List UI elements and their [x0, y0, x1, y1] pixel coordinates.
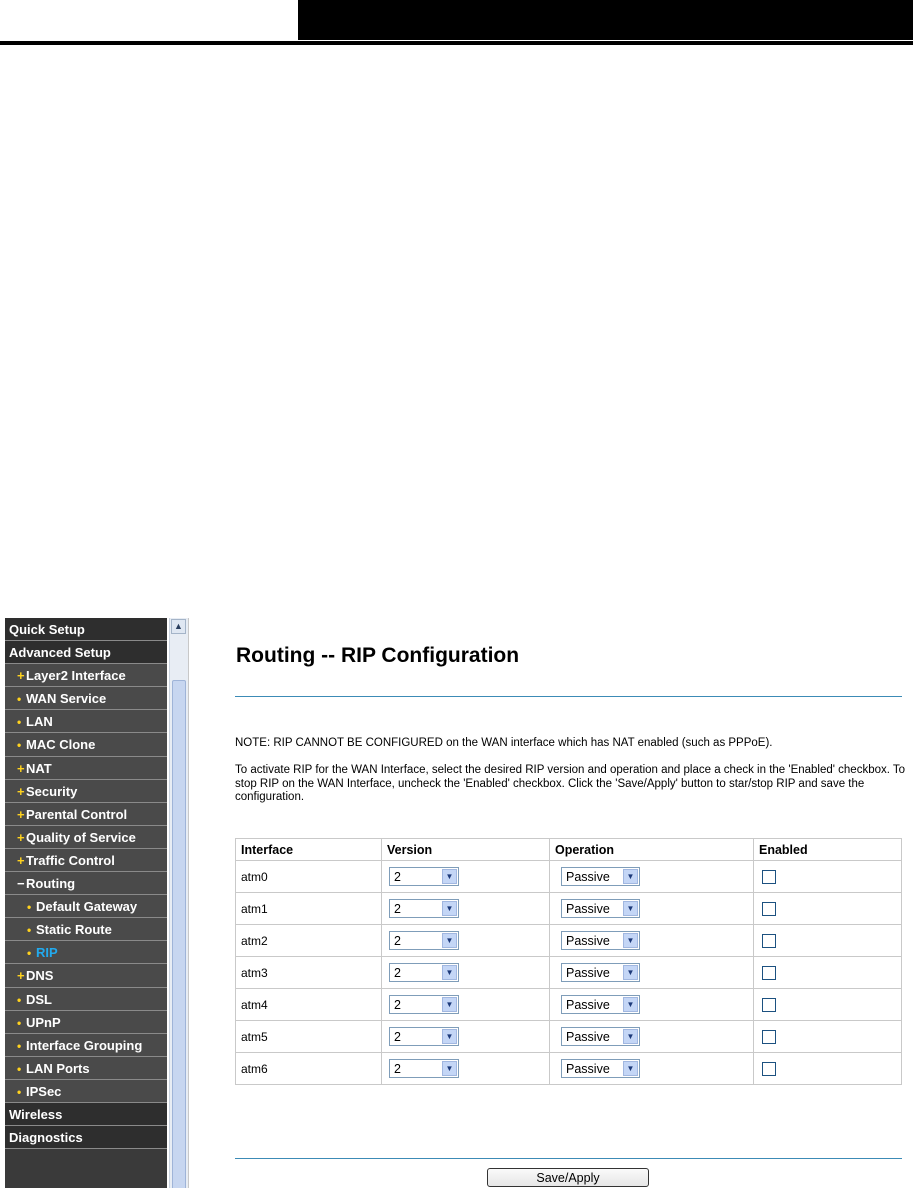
document-header-rule — [0, 41, 913, 45]
sidebar-item-nat[interactable] — [5, 757, 167, 780]
sidebar-item-label: UPnP — [26, 1014, 61, 1030]
instructions-text: To activate RIP for the WAN Interface, select the desired RIP version and operation and place a check in the 'Enabled' checkbox. To stop RIP on the WAN Interface, uncheck the 'Enabled' checkbox. Click the 'Save/Apply' button to star/stop RIP and save the configuration. — [235, 764, 906, 803]
operation-value: Passive — [566, 934, 610, 948]
bullet-icon: • — [17, 692, 22, 707]
enabled-cell — [754, 957, 902, 989]
chevron-down-icon[interactable]: ▼ — [623, 997, 638, 1012]
interface-cell: atm0 — [236, 861, 382, 893]
sidebar-item-interface-grouping[interactable] — [5, 1034, 167, 1057]
sidebar-item-label: Security — [26, 783, 78, 799]
interface-cell: atm3 — [236, 957, 382, 989]
operation-value: Passive — [566, 998, 610, 1012]
table-row — [236, 1021, 902, 1053]
version-value: 2 — [394, 966, 401, 980]
sidebar-item-upnp[interactable] — [5, 1011, 167, 1034]
bullet-icon: • — [27, 923, 32, 938]
enabled-cell — [754, 925, 902, 957]
sidebar-item-ipsec[interactable] — [5, 1080, 167, 1103]
operation-cell — [550, 957, 754, 989]
version-cell — [382, 957, 550, 989]
version-value: 2 — [394, 902, 401, 916]
sidebar-item-lan[interactable] — [5, 710, 167, 733]
table-header-row — [236, 839, 902, 861]
version-value: 2 — [394, 1030, 401, 1044]
bullet-icon: • — [17, 992, 22, 1007]
operation-value: Passive — [566, 1030, 610, 1044]
expand-icon: + — [17, 852, 25, 868]
version-cell — [382, 893, 550, 925]
column-header-operation: Operation — [550, 839, 754, 861]
bullet-icon: • — [17, 1015, 22, 1030]
sidebar-item-label: Layer2 Interface — [26, 668, 126, 684]
sidebar-item-label: NAT — [26, 760, 52, 776]
sidebar-item-quality-of-service[interactable] — [5, 826, 167, 849]
operation-select[interactable] — [561, 867, 640, 886]
sidebar-item-advanced-setup[interactable] — [5, 641, 167, 664]
divider — [235, 1158, 902, 1159]
version-select[interactable] — [389, 963, 459, 982]
sidebar-item-label: Wireless — [9, 1106, 63, 1122]
version-value: 2 — [394, 934, 401, 948]
enabled-checkbox[interactable] — [762, 1030, 776, 1044]
table-row — [236, 925, 902, 957]
table-row — [236, 893, 902, 925]
chevron-down-icon[interactable]: ▼ — [623, 1061, 638, 1076]
operation-cell — [550, 893, 754, 925]
chevron-down-icon[interactable]: ▼ — [442, 1061, 457, 1076]
bullet-icon: • — [17, 738, 22, 753]
enabled-cell — [754, 1053, 902, 1085]
expand-icon: + — [17, 760, 25, 776]
sidebar-item-label: Routing — [26, 876, 76, 892]
version-select[interactable] — [389, 931, 459, 950]
chevron-down-icon[interactable]: ▼ — [623, 901, 638, 916]
chevron-down-icon[interactable]: ▼ — [623, 965, 638, 980]
chevron-down-icon[interactable]: ▼ — [623, 1029, 638, 1044]
enabled-cell — [754, 893, 902, 925]
sidebar-item-traffic-control[interactable] — [5, 849, 167, 872]
operation-value: Passive — [566, 1062, 610, 1076]
chevron-down-icon[interactable]: ▼ — [623, 869, 638, 884]
enabled-checkbox[interactable] — [762, 902, 776, 916]
sidebar-item-label: MAC Clone — [26, 737, 96, 753]
sidebar-item-label: Advanced Setup — [9, 645, 111, 661]
operation-select[interactable] — [561, 995, 640, 1014]
enabled-checkbox[interactable] — [762, 934, 776, 948]
version-select[interactable] — [389, 1027, 459, 1046]
table-row — [236, 1053, 902, 1085]
bullet-icon: • — [17, 1084, 22, 1099]
version-cell — [382, 1053, 550, 1085]
enabled-checkbox[interactable] — [762, 998, 776, 1012]
enabled-checkbox[interactable] — [762, 966, 776, 980]
divider — [235, 696, 902, 697]
sidebar-item-mac-clone[interactable] — [5, 733, 167, 756]
expand-icon: + — [17, 968, 25, 984]
chevron-down-icon[interactable]: ▼ — [442, 965, 457, 980]
router-ui-screenshot — [3, 614, 913, 1188]
save-apply-button[interactable]: Save/Apply — [487, 1168, 649, 1187]
table-row — [236, 861, 902, 893]
sidebar-item-static-route[interactable] — [5, 918, 167, 941]
sidebar-item-rip[interactable] — [5, 941, 167, 964]
interface-cell: atm5 — [236, 1021, 382, 1053]
operation-select[interactable] — [561, 1059, 640, 1078]
chevron-up-icon[interactable]: ▲ — [171, 619, 186, 634]
sidebar-item-label: DSL — [26, 991, 52, 1007]
sidebar-item-label: Traffic Control — [26, 852, 115, 868]
interface-cell: atm4 — [236, 989, 382, 1021]
chevron-down-icon[interactable]: ▼ — [442, 1029, 457, 1044]
operation-select[interactable] — [561, 1027, 640, 1046]
note-text: NOTE: RIP CANNOT BE CONFIGURED on the WAN interface which has NAT enabled (such as PPPoE). — [235, 737, 773, 749]
bullet-icon: • — [17, 1038, 22, 1053]
table-row — [236, 989, 902, 1021]
sidebar-item-label: Parental Control — [26, 806, 128, 822]
sidebar-item-default-gateway[interactable] — [5, 895, 167, 918]
sidebar-item-label: LAN — [26, 714, 53, 730]
expand-icon: + — [17, 806, 25, 822]
operation-select[interactable] — [561, 899, 640, 918]
sidebar-menu — [5, 618, 167, 1188]
interface-cell: atm1 — [236, 893, 382, 925]
sidebar-item-wan-service[interactable] — [5, 687, 167, 710]
bullet-icon: • — [17, 1061, 22, 1076]
operation-select[interactable] — [561, 963, 640, 982]
bullet-icon: • — [27, 900, 32, 915]
version-select[interactable] — [389, 995, 459, 1014]
sidebar-item-label: Interface Grouping — [26, 1037, 143, 1053]
sidebar-item-dsl[interactable] — [5, 988, 167, 1011]
sidebar-item-layer2-interface[interactable] — [5, 664, 167, 687]
sidebar-item-label: Quick Setup — [9, 622, 85, 637]
operation-cell — [550, 925, 754, 957]
expand-icon: + — [17, 783, 25, 799]
version-cell — [382, 861, 550, 893]
operation-select[interactable] — [561, 931, 640, 950]
version-value: 2 — [394, 1062, 401, 1076]
operation-cell — [550, 1053, 754, 1085]
expand-icon: + — [17, 668, 25, 684]
operation-value: Passive — [566, 870, 610, 884]
bullet-icon: • — [27, 946, 32, 961]
bullet-icon: • — [17, 715, 22, 730]
column-header-version: Version — [382, 839, 550, 861]
sidebar-item-parental-control[interactable] — [5, 803, 167, 826]
page-title: Routing -- RIP Configuration — [236, 644, 520, 667]
scroll-thumb[interactable] — [172, 680, 186, 1188]
chevron-down-icon[interactable]: ▼ — [623, 933, 638, 948]
chevron-down-icon[interactable]: ▼ — [442, 933, 457, 948]
operation-cell — [550, 1021, 754, 1053]
expand-icon: + — [17, 829, 25, 845]
version-select[interactable] — [389, 899, 459, 918]
column-header-enabled: Enabled — [754, 839, 902, 861]
table-row — [236, 957, 902, 989]
operation-value: Passive — [566, 902, 610, 916]
sidebar-item-lan-ports[interactable] — [5, 1057, 167, 1080]
sidebar-item-label: Quality of Service — [26, 829, 136, 845]
sidebar-item-label: DNS — [26, 968, 54, 984]
operation-value: Passive — [566, 966, 610, 980]
version-value: 2 — [394, 998, 401, 1012]
document-header-bar — [298, 0, 913, 40]
enabled-checkbox[interactable] — [762, 870, 776, 884]
sidebar-item-label: WAN Service — [26, 691, 107, 707]
content-panel — [188, 618, 913, 1188]
sidebar-item-label: LAN Ports — [26, 1060, 90, 1076]
enabled-cell — [754, 861, 902, 893]
chevron-down-icon[interactable]: ▼ — [442, 869, 457, 884]
enabled-cell — [754, 989, 902, 1021]
sidebar-item-label: IPSec — [26, 1083, 62, 1099]
sidebar-item-routing[interactable] — [5, 872, 167, 895]
collapse-icon: − — [17, 876, 25, 892]
version-select[interactable] — [389, 1059, 459, 1078]
enabled-checkbox[interactable] — [762, 1062, 776, 1076]
sidebar-item-label: Static Route — [36, 922, 112, 938]
version-cell — [382, 925, 550, 957]
enabled-cell — [754, 1021, 902, 1053]
sidebar-item-quick-setup[interactable] — [5, 618, 167, 641]
interface-cell: atm2 — [236, 925, 382, 957]
chevron-down-icon[interactable]: ▼ — [442, 901, 457, 916]
sidebar-item-label: RIP — [36, 945, 58, 961]
interface-cell: atm6 — [236, 1053, 382, 1085]
sidebar-item-dns[interactable] — [5, 964, 167, 987]
sidebar-item-diagnostics[interactable] — [5, 1126, 167, 1149]
sidebar-item-security[interactable] — [5, 780, 167, 803]
version-select[interactable] — [389, 867, 459, 886]
version-value: 2 — [394, 870, 401, 884]
sidebar-item-wireless[interactable] — [5, 1103, 167, 1126]
version-cell — [382, 989, 550, 1021]
column-header-interface: Interface — [236, 839, 382, 861]
chevron-down-icon[interactable]: ▼ — [442, 997, 457, 1012]
sidebar-item-label: Default Gateway — [36, 899, 138, 915]
operation-cell — [550, 989, 754, 1021]
operation-cell — [550, 861, 754, 893]
sidebar-item-label: Diagnostics — [9, 1130, 83, 1146]
rip-table — [235, 838, 902, 1085]
sidebar-scrollbar[interactable] — [169, 618, 188, 1188]
version-cell — [382, 1021, 550, 1053]
